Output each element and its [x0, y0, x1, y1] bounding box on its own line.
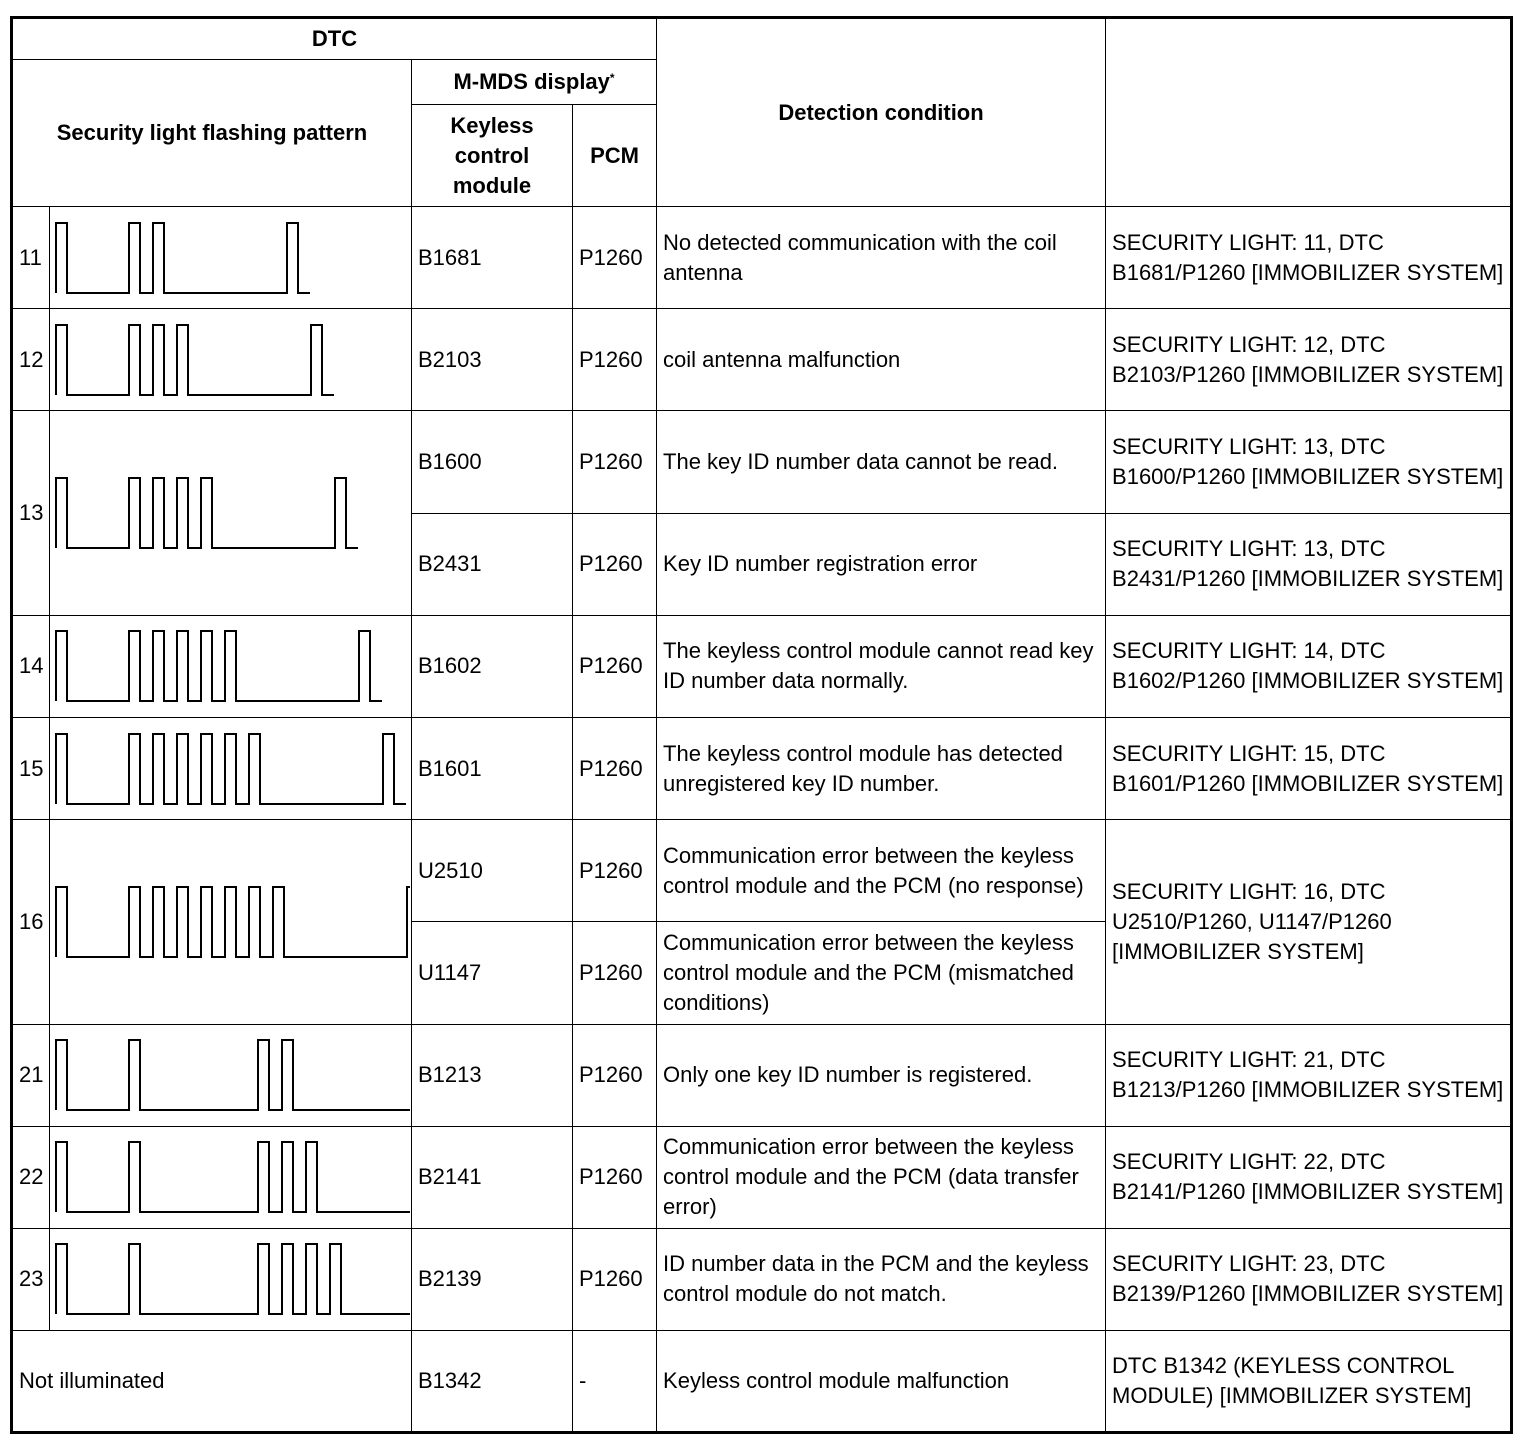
reference-link: SECURITY LIGHT: 11, DTC B1681/P1260 [IMMOBILIZER SYSTEM] — [1106, 207, 1512, 309]
flash-pulses — [56, 223, 310, 293]
flashing-pattern — [50, 1126, 412, 1228]
dtc-table — [10, 16, 1513, 1434]
keyless-dtc-code: U2510 — [412, 820, 573, 922]
flash-pulses — [56, 887, 410, 957]
flashing-pattern — [50, 411, 412, 615]
table-row — [12, 309, 1512, 411]
flashing-pattern — [50, 717, 412, 819]
table-row — [12, 1126, 1512, 1228]
pcm-dtc-code: P1260 — [573, 1024, 657, 1126]
reference-link: SECURITY LIGHT: 13, DTC B1600/P1260 [IMMOBILIZER SYSTEM] — [1106, 411, 1512, 513]
detection-condition: Communication error between the keyless control module and the PCM (data transfer error) — [657, 1126, 1106, 1228]
pcm-header: PCM — [573, 105, 657, 207]
pcm-dtc-code: P1260 — [573, 820, 657, 922]
detection-condition: The keyless control module cannot read key ID number data normally. — [657, 615, 1106, 717]
flash-pulses — [56, 1244, 410, 1314]
keyless-dtc-code: U1147 — [412, 922, 573, 1024]
flashing-pattern-wave — [50, 621, 410, 711]
table-row — [12, 820, 1512, 922]
keyless-dtc-code: B2431 — [412, 513, 573, 615]
detection-condition: The key ID number data cannot be read. — [657, 411, 1106, 513]
table-row — [12, 1331, 1512, 1433]
reference-link: SECURITY LIGHT: 21, DTC B1213/P1260 [IMMOBILIZER SYSTEM] — [1106, 1024, 1512, 1126]
dtc-table-body — [12, 207, 1512, 1433]
not-illuminated-label: Not illuminated — [12, 1331, 412, 1433]
dtc-number: 11 — [12, 207, 50, 309]
flash-pulses — [56, 1142, 410, 1212]
pcm-dtc-code: P1260 — [573, 1126, 657, 1228]
table-row — [12, 1228, 1512, 1330]
flashing-pattern-wave — [50, 1132, 410, 1222]
flashing-pattern-wave — [50, 1030, 410, 1120]
detection-condition-header: Detection condition — [657, 18, 1106, 207]
reference-link: SECURITY LIGHT: 14, DTC B1602/P1260 [IMMOBILIZER SYSTEM] — [1106, 615, 1512, 717]
dtc-number: 22 — [12, 1126, 50, 1228]
flashing-pattern-wave — [50, 213, 410, 303]
dtc-number: 23 — [12, 1228, 50, 1330]
reference-link: DTC B1342 (KEYLESS CONTROL MODULE) [IMMOBILIZER SYSTEM] — [1106, 1331, 1512, 1433]
reference-link: SECURITY LIGHT: 12, DTC B2103/P1260 [IMMOBILIZER SYSTEM] — [1106, 309, 1512, 411]
table-row — [12, 411, 1512, 513]
dtc-number: 13 — [12, 411, 50, 615]
detection-condition: Keyless control module malfunction — [657, 1331, 1106, 1433]
flashing-pattern-wave — [50, 315, 410, 405]
flashing-pattern — [50, 1024, 412, 1126]
pcm-dtc-code: P1260 — [573, 922, 657, 1024]
detection-condition: Communication error between the keyless control module and the PCM (no response) — [657, 820, 1106, 922]
keyless-dtc-code: B1601 — [412, 717, 573, 819]
keyless-dtc-code: B1602 — [412, 615, 573, 717]
flashing-pattern-header: Security light flashing pattern — [12, 60, 412, 207]
detection-condition: Key ID number registration error — [657, 513, 1106, 615]
keyless-dtc-code: B2141 — [412, 1126, 573, 1228]
flashing-pattern — [50, 615, 412, 717]
flashing-pattern-wave — [50, 1234, 410, 1324]
flash-pulses — [56, 631, 382, 701]
flashing-pattern — [50, 207, 412, 309]
keyless-dtc-code: B1600 — [412, 411, 573, 513]
pcm-dtc-code: P1260 — [573, 615, 657, 717]
pcm-dtc-code: P1260 — [573, 309, 657, 411]
flashing-pattern-wave — [50, 877, 410, 967]
dtc-number: 16 — [12, 820, 50, 1024]
pcm-dtc-code: P1260 — [573, 1228, 657, 1330]
table-row — [12, 207, 1512, 309]
pcm-dtc-code: P1260 — [573, 513, 657, 615]
table-row — [12, 717, 1512, 819]
reference-link: SECURITY LIGHT: 22, DTC B2141/P1260 [IMMOBILIZER SYSTEM] — [1106, 1126, 1512, 1228]
keyless-dtc-code: B1342 — [412, 1331, 573, 1433]
detection-condition: coil antenna malfunction — [657, 309, 1106, 411]
keyless-dtc-code: B1681 — [412, 207, 573, 309]
dtc-number: 21 — [12, 1024, 50, 1126]
footnote-mark: * — [609, 71, 615, 85]
table-row — [12, 615, 1512, 717]
flashing-pattern — [50, 1228, 412, 1330]
reference-link: SECURITY LIGHT: 23, DTC B2139/P1260 [IMMOBILIZER SYSTEM] — [1106, 1228, 1512, 1330]
table-row — [12, 1024, 1512, 1126]
pcm-dtc-code: - — [573, 1331, 657, 1433]
reference-header — [1106, 18, 1512, 207]
keyless-control-module-header: Keyless control module — [412, 105, 573, 207]
detection-condition: Communication error between the keyless control module and the PCM (mismatched conditions) — [657, 922, 1106, 1024]
reference-link: SECURITY LIGHT: 16, DTC U2510/P1260, U1147/P1260 [IMMOBILIZER SYSTEM] — [1106, 820, 1512, 1024]
flashing-pattern-wave — [50, 724, 410, 814]
reference-link: SECURITY LIGHT: 15, DTC B1601/P1260 [IMMOBILIZER SYSTEM] — [1106, 717, 1512, 819]
mmds-display-header: M-MDS display* — [412, 60, 657, 105]
flash-pulses — [56, 734, 406, 804]
flash-pulses — [56, 325, 334, 395]
detection-condition: ID number data in the PCM and the keyless control module do not match. — [657, 1228, 1106, 1330]
flashing-pattern — [50, 309, 412, 411]
pcm-dtc-code: P1260 — [573, 207, 657, 309]
detection-condition: Only one key ID number is registered. — [657, 1024, 1106, 1126]
detection-condition: The keyless control module has detected unregistered key ID number. — [657, 717, 1106, 819]
pcm-dtc-code: P1260 — [573, 717, 657, 819]
dtc-header: DTC — [12, 18, 657, 60]
pcm-dtc-code: P1260 — [573, 411, 657, 513]
dtc-number: 15 — [12, 717, 50, 819]
keyless-dtc-code: B2139 — [412, 1228, 573, 1330]
flash-pulses — [56, 1040, 410, 1110]
keyless-dtc-code: B2103 — [412, 309, 573, 411]
flashing-pattern — [50, 820, 412, 1024]
reference-link: SECURITY LIGHT: 13, DTC B2431/P1260 [IMMOBILIZER SYSTEM] — [1106, 513, 1512, 615]
flashing-pattern-wave — [50, 468, 410, 558]
detection-condition: No detected communication with the coil antenna — [657, 207, 1106, 309]
flash-pulses — [56, 478, 358, 548]
dtc-number: 14 — [12, 615, 50, 717]
dtc-number: 12 — [12, 309, 50, 411]
keyless-dtc-code: B1213 — [412, 1024, 573, 1126]
